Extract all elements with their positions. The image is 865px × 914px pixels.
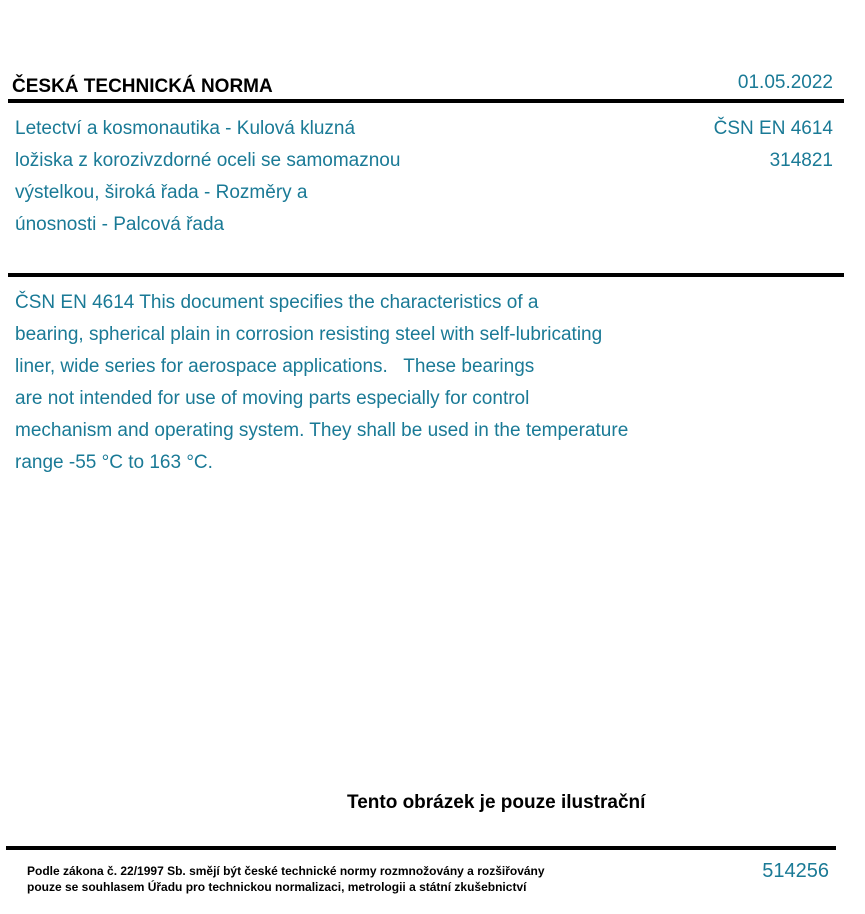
abstract-line: ČSN EN 4614 This document specifies the characteristics of a [15, 292, 539, 313]
footer-legal-note [27, 863, 545, 895]
illustration-note: Tento obrázek je pouze ilustrační [347, 792, 646, 813]
abstract-line: mechanism and operating system. They shall be used in the temperature [15, 420, 629, 441]
section-rule [8, 273, 844, 277]
abstract-line: bearing, spherical plain in corrosion resisting steel with self-lubricating [15, 324, 603, 345]
abstract [15, 287, 735, 479]
abstract-line: are not intended for use of moving parts especially for control [15, 388, 530, 409]
standard-class-code: 314821 [769, 150, 833, 171]
footer-rule [6, 846, 836, 850]
abstract-line: range -55 °C to 163 °C. [15, 452, 213, 473]
header-rule [8, 99, 844, 103]
header-title: ČESKÁ TECHNICKÁ NORMA [12, 76, 273, 97]
title-line: Letectví a kosmonautika - Kulová kluzná [15, 118, 356, 139]
header-date: 01.05.2022 [737, 72, 833, 93]
title-line: ložiska z korozivzdorné oceli se samomaznou [15, 150, 401, 171]
standard-title [15, 113, 495, 241]
legal-line: Podle zákona č. 22/1997 Sb. smějí být české technické normy rozmnožovány a rozšiřovány [27, 864, 545, 878]
abstract-line: liner, wide series for aerospace applications. These bearings [15, 356, 535, 377]
standard-designation: ČSN EN 4614 [713, 118, 833, 139]
title-line: únosnosti - Palcová řada [15, 214, 225, 235]
standard-identifiers [714, 113, 833, 177]
title-line: výstelkou, široká řada - Rozměry a [15, 182, 308, 203]
document-number: 514256 [762, 860, 829, 882]
legal-line: pouze se souhlasem Úřadu pro technickou normalizaci, metrologii a státní zkušebnictví [27, 880, 527, 894]
